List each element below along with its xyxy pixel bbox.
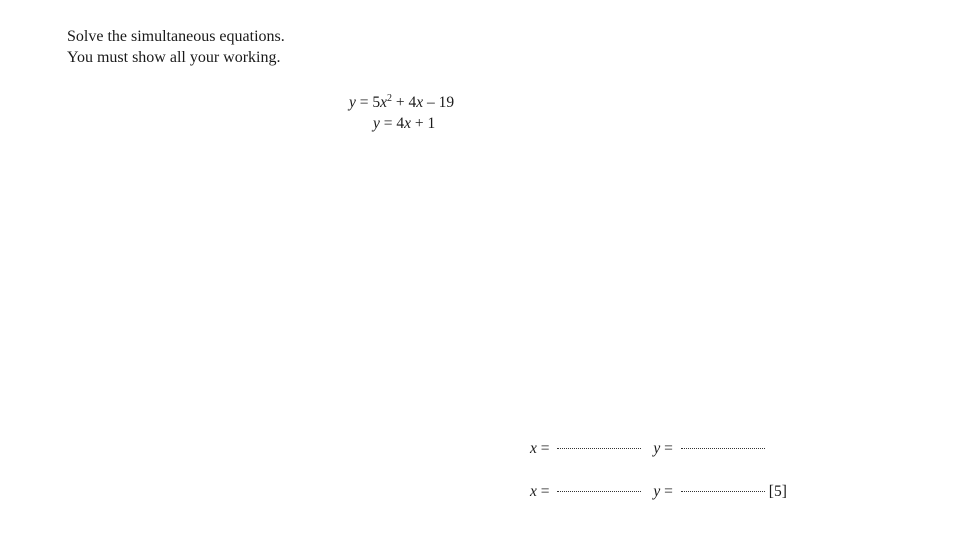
eq1-x: x: [416, 94, 424, 111]
answer1-y-field[interactable]: [681, 448, 765, 449]
eq1-y: y: [349, 94, 356, 111]
answer1-x-label: x: [530, 440, 537, 457]
eq2-constant: + 1: [411, 115, 436, 132]
eq1-constant: – 19: [423, 94, 455, 111]
answer1-x-field[interactable]: [557, 448, 641, 449]
eq1-x-squared: x: [380, 94, 388, 111]
answer1-x-equals: =: [536, 440, 554, 457]
answer2-x-field[interactable]: [557, 491, 641, 492]
question-line-2: You must show all your working.: [67, 49, 281, 66]
eq2-equals: = 4: [379, 115, 405, 132]
answer2-x-equals: =: [536, 483, 554, 500]
eq1-plus-term: + 4: [392, 94, 417, 111]
answer2-y-equals: =: [660, 483, 677, 500]
answer2-y-field[interactable]: [681, 491, 765, 492]
eq1-exponent: 2: [387, 93, 393, 104]
answer1-y-equals: =: [660, 440, 677, 457]
answer1-y-label: y: [653, 440, 661, 457]
equations-block: [349, 88, 454, 134]
eq1-equals: = 5: [355, 94, 381, 111]
question-line-1: Solve the simultaneous equations.: [67, 28, 285, 45]
answer2-y-label: y: [653, 483, 661, 500]
answer-line-1: [530, 440, 765, 458]
question-instructions: [67, 26, 285, 68]
marks-label: [5]: [768, 483, 787, 500]
equation-2: [349, 113, 454, 134]
answer2-x-label: x: [530, 483, 537, 500]
answer-line-2: [530, 483, 787, 501]
equation-1: [349, 88, 454, 113]
eq2-y: y: [373, 115, 380, 132]
eq2-x: x: [404, 115, 412, 132]
